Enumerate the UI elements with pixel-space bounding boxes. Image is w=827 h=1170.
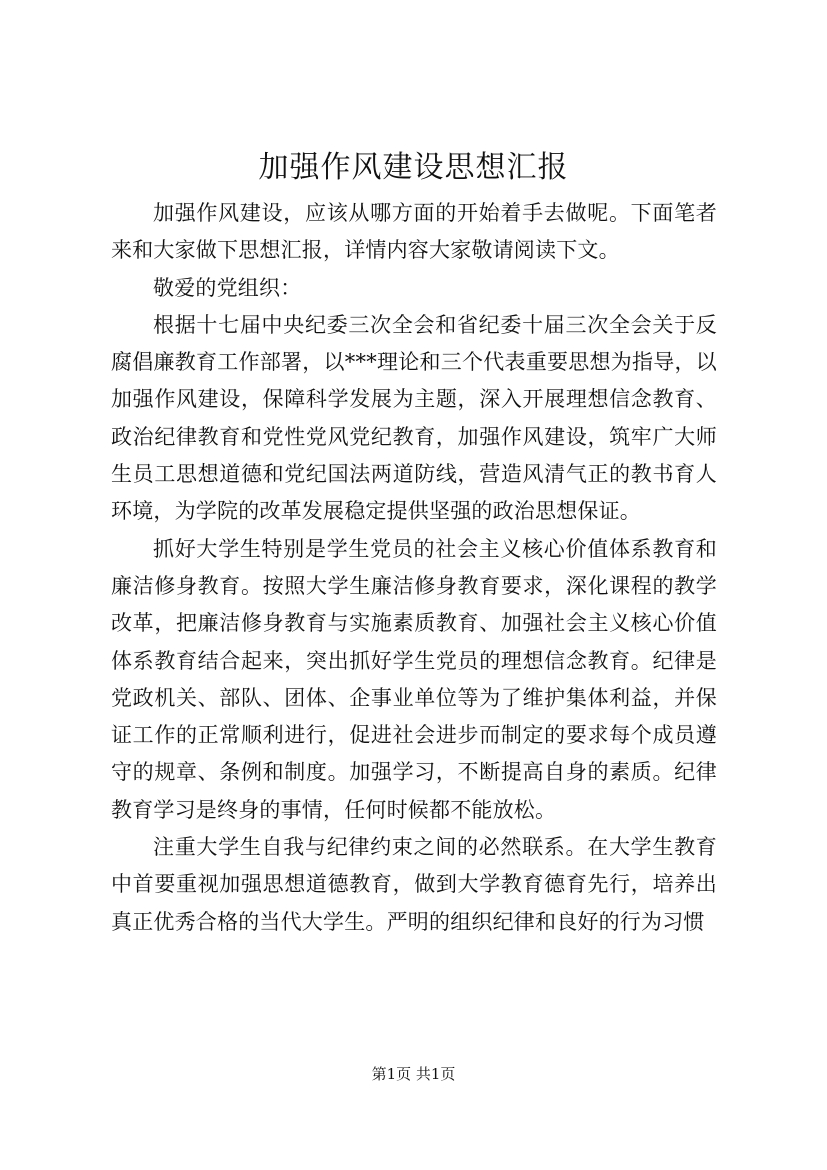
paragraph-discipline: 注重大学生自我与纪律约束之间的必然联系。在大学生教育中首要重视加强思想道德教育，做到大学教育德育先行，培养出真正优秀合格的当代大学生。严明的组织纪律和良好的行为习惯	[111, 835, 717, 934]
paragraph-guidance: 根据十七届中央纪委三次全会和省纪委十届三次全会关于反腐倡廉教育工作部署，以***理论和三个代表重要思想为指导，以加强作风建设，保障科学发展为主题，深入开展理想信念教育、政治纪律教育和党性党风党纪教育，加强作风建设，筑牢广大师生员工思想道德和党纪国法两道防线，营造风清气正的教书育人环境，为学院的改革发展稳定提供坚强的政治思想保证。	[111, 312, 717, 524]
document-title: 加强作风建设思想汇报	[258, 150, 569, 185]
paragraph-salutation: 敬爱的党组织：	[153, 275, 302, 300]
page-number-footer: 第1页 共1页	[371, 1065, 456, 1083]
paragraph-education: 抓好大学生特别是学生党员的社会主义核心价值体系教育和廉洁修身教育。按照大学生廉洁修身教育要求，深化课程的教学改革，把廉洁修身教育与实施素质教育、加强社会主义核心价值体系教育结合起来，突出抓好学生党员的理想信念教育。纪律是党政机关、部队、团体、企事业单位等为了维护集体利益，并保证工作的正常顺利进行，促进社会进步而制定的要求每个成员遵守的规章、条例和制度。加强学习，不断提高自身的素质。纪律教育学习是终身的事情，任何时候都不能放松。	[111, 536, 717, 822]
paragraph-intro: 加强作风建设，应该从哪方面的开始着手去做呢。下面笔者来和大家做下思想汇报，详情内容大家敬请阅读下文。	[111, 201, 717, 263]
document-body	[111, 195, 717, 941]
